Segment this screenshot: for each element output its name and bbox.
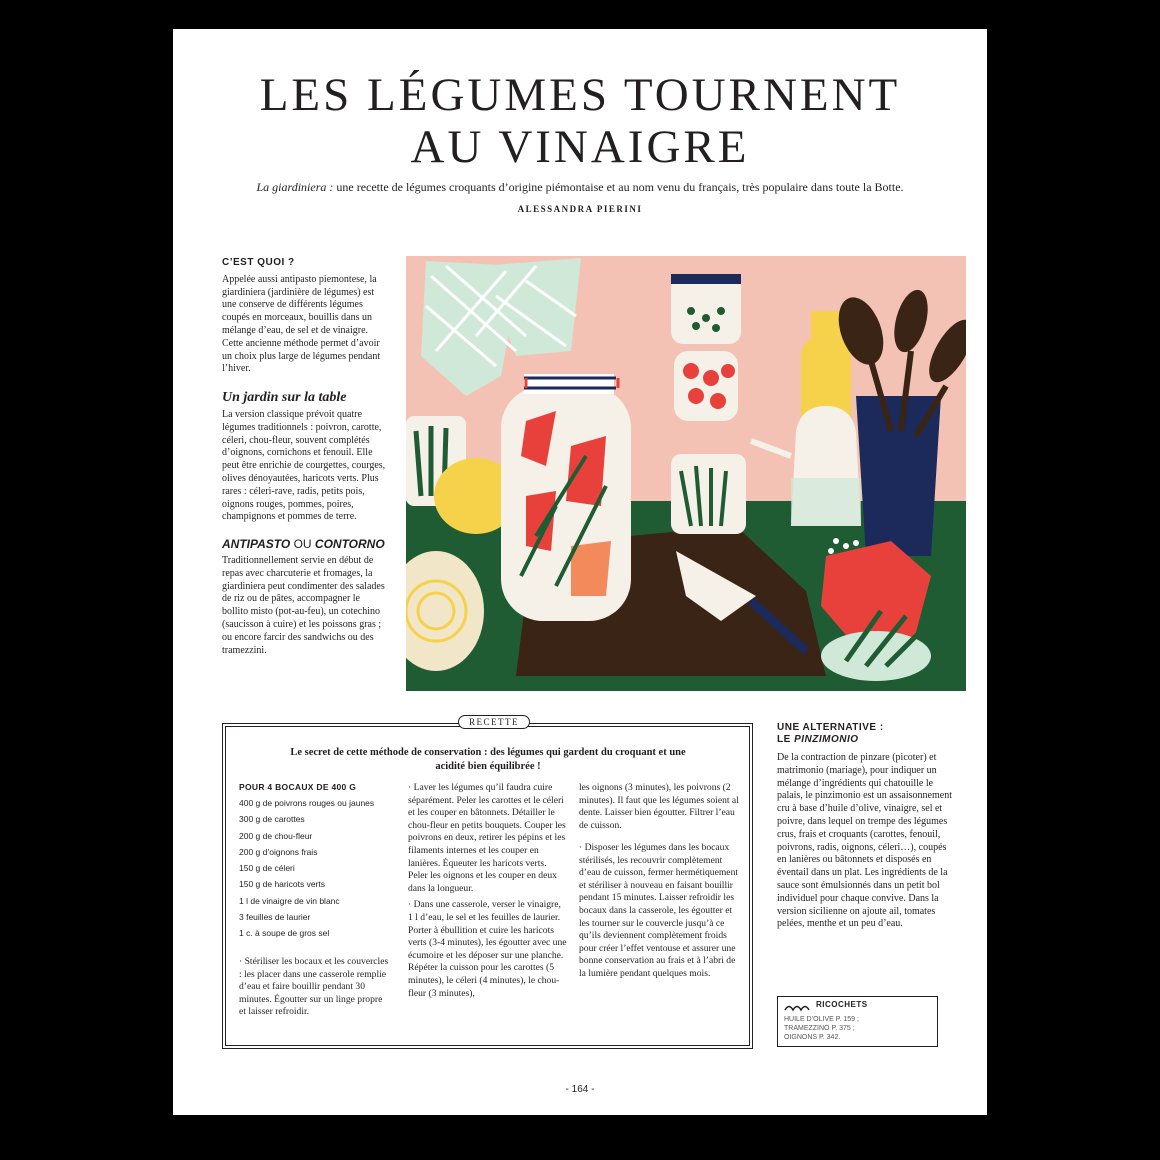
ingredient-item: 1 l de vinaigre de vin blanc [239,895,340,906]
ricochet-link[interactable]: OIGNONS P. 342. [784,1034,841,1041]
ingredient-item: 200 g de chou-fleur [239,830,313,841]
recipe-box [222,717,753,1049]
recipe-lead: Le secret de cette méthode de conservation : des légumes qui gardent du croquant et une acidité bien équilibrée ! [290,747,686,772]
ingredients-list [239,782,404,945]
title-line-2: AU VINAIGRE [410,121,750,173]
alternative-heading [777,722,957,746]
section-heading-garden: Un jardin sur la table [222,390,347,406]
recipe-step-1 [239,956,389,1023]
ingredient-item: 200 g d’oignons frais [239,846,318,857]
ingredient-item: 3 feuilles de laurier [239,912,311,923]
ingredient-item: 150 g de céleri [239,863,295,874]
alternative-heading-pinzimonio: PINZIMONIO [794,734,859,745]
section-text-what: Appelée aussi antipasto piemontese, la giardiniera (jardinière de légumes) est une conserve de différents légumes coupés en morceaux, bouillis dans un mélange d’eau, de sel et de vinaigre. Cette ancienne méthode permet d’avoir un choix plus large de légumes pendant l’hiver. [222,273,381,375]
alternative-heading-line1: UNE ALTERNATIVE : [777,722,884,733]
ricochets-title: RICOCHETS [816,1000,868,1009]
title-line-1: LES LÉGUMES TOURNENT [259,69,901,121]
ingredient-item: 400 g de poivrons rouges ou jaunes [239,798,375,808]
ricochet-link[interactable]: HUILE D’OLIVE P. 159 ; [784,1016,859,1023]
alternative-column [777,722,957,931]
recipe-step-3-cont [579,782,739,836]
step-3-text: · Dans une casserole, verser le vinaigre, 1 l d’eau, le sel et les feuilles de laurier. Porter à ébullition et cuire les haricots verts (3-4 minutes), les égoutter avec une écumoire et les déposer sur une planche. Répéter la cuisson pour les carottes (5 minutes), le céleri (4 minutes), le chou-fleur (3 minutes), [408,899,567,999]
page-number: - 164 - [565,1084,595,1095]
big-jar-shape [501,374,631,621]
alternative-heading-le: LE [777,734,795,745]
ingredients-header: POUR 4 BOCAUX DE 400 G [239,782,357,792]
recipe-step-4 [579,842,739,985]
subtitle [173,180,987,195]
recipe-tag: RECETTE [458,715,530,729]
heading-antipasto: ANTIPASTO [222,537,291,552]
pepper-shape [821,541,931,681]
ricochet-link[interactable]: TRAMEZZINO P. 375 ; [784,1025,855,1032]
section-text-garden: La version classique prévoit quatre légumes traditionnels : poivron, carotte, céleri, chou-fleur, souvent complétés d’oignons, cornichons et fenouil. Elle peut être enrichie de courgettes, courges, olives dénoyautées, haricots verts. Plus rares : céleri-rave, radis, petits pois, oignons rouges, pommes, poires, champignons et pommes de terre. [222,408,386,523]
heading-contorno: CONTORNO [314,537,385,552]
subtitle-text: une recette de légumes croquants d’origine piémontaise et au nom venu du français, très populaire dans toute la Botte. [333,180,904,194]
recipe-steps-2-3 [408,782,568,1004]
left-column [222,257,387,657]
magazine-page [173,29,987,1115]
ingredient-item: 150 g de haricots verts [239,879,325,890]
step-4-text: · Disposer les légumes dans les bocaux stérilisés, les recouvrir complètement d’eau de cuisson, fermer hermétiquement et stériliser à nouveau en faisant bouillir pendant 15 minutes. Laisser refroidir les bocaux dans la casserole, les égoutter et les tourner sur le couvercle jusqu’à ce qu’ils deviennent complètement froids pour créer l’effet ventouse et assurer une bonne conservation au frais et à l’abri de la lumière pendant quelques mois. [579,842,739,979]
page-title [173,69,987,173]
ingredient-item: 1 c. à soupe de gros sel [239,928,330,939]
ricochets-box [777,996,938,1047]
section-text-antipasto: Traditionnellement servie en début de repas avec charcuterie et fromages, la giardiniera peut condimenter des salades de riz ou de pâtes, accompagner le bollito misto (pot-au-feu), un cotechino (saucisson à cuire) et les poissons gras ; ou encore farcir des sandwichs ou des tramezzini. [222,554,385,656]
author: ALESSANDRA PIERINI [517,204,643,214]
giardiniera-illustration [406,256,966,691]
subtitle-italic: La giardiniera : [256,180,334,194]
section-heading-what: C’EST QUOI ? [222,257,295,268]
ingredient-item: 300 g de carottes [239,814,305,825]
alternative-text: De la contraction de pinzare (picoter) et matrimonio (mariage), pour indiquer un mélange d’ingrédients qui chatouille le palais, le pinzimonio est un assaisonnement cru à base d’huile d’olive, vinaigre, sel et poivre, dans lequel on trempe des légumes crus, frais et croquants (carottes, fenouil, poivrons, radis, oignons, céleri…), coupés en lanières ou bâtonnets et disposés en éventail dans un plat. Les ingrédients de la sauce sont émulsionnés dans un petit bol individuel pour chaque convive. Dans la version sicilienne on ajoute ail, tomates pelées, menthe et un peu d’eau. [777,752,952,930]
heading-or: OU [290,537,315,552]
ricochets-links [784,1015,859,1042]
step-2-text: · Laver les légumes qu’il faudra cuire séparément. Peler les carottes et le céleri et les couper en bâtonnets. Détailler le chou-fleur en petits bouquets. Couper les poivrons en deux, retirer les pépins et les filaments internes et les couper en lanières. Équeuter les haricots verts. Peler les oignons et les couper en deux dans la longueur. [408,782,566,894]
section-heading-antipasto [222,538,387,551]
wave-icon [784,1002,812,1012]
step-1-text: · Stériliser les bocaux et les couvercles : les placer dans une casserole remplie d’eau et faire bouillir pendant 30 minutes. Égoutter sur un linge propre et laisser refroidir. [239,956,389,1018]
stacked-jars-shape [671,274,746,534]
step-3-cont-text: les oignons (3 minutes), les poivrons (2 minutes). Il faut que les légumes soient al dente. Laisser bien égoutter. Filtrer l’eau de cuisson. [579,782,739,831]
